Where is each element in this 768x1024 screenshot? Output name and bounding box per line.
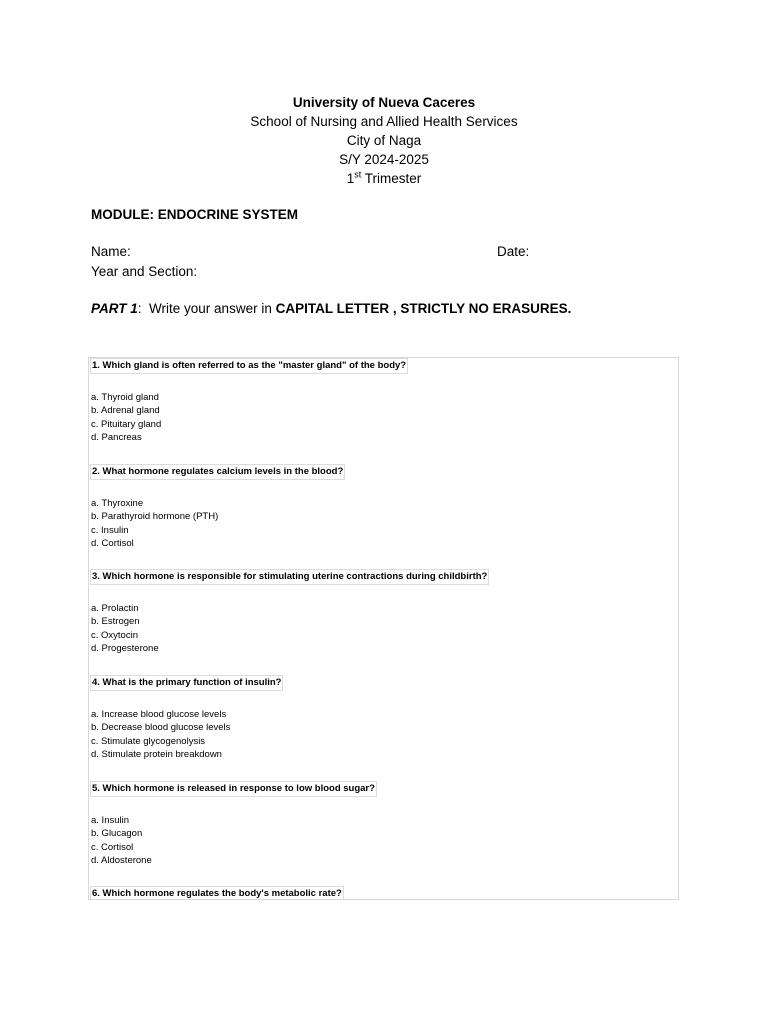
question-text: 5. Which hormone is released in response to low blood sugar? [90, 781, 377, 797]
instruction-emphasis: CAPITAL LETTER , STRICTLY NO ERASURES. [275, 301, 572, 316]
name-label: Name: [91, 244, 131, 259]
part-colon: : [137, 301, 142, 316]
option: d. Stimulate protein breakdown [91, 749, 222, 761]
question-text: 4. What is the primary function of insulin? [90, 675, 283, 691]
question-text: 2. What hormone regulates calcium levels in the blood? [90, 464, 345, 480]
option: b. Glucagon [91, 828, 143, 840]
question-2 [90, 464, 345, 551]
question-1 [90, 358, 408, 445]
option: c. Oxytocin [91, 629, 138, 641]
instruction-text: Write your answer in [141, 301, 276, 316]
option: a. Thyroid gland [91, 391, 159, 403]
part-instructions [91, 301, 571, 316]
option: b. Estrogen [91, 616, 140, 628]
option: a. Thyroxine [91, 497, 144, 509]
question-4 [90, 675, 283, 762]
question-3 [90, 569, 489, 656]
option: d. Progesterone [91, 643, 159, 655]
question-6 [90, 886, 344, 900]
options-list [90, 708, 283, 762]
trimester [0, 169, 768, 188]
university-name: University of Nueva Caceres [292, 95, 476, 110]
options-list [90, 497, 345, 551]
part-label: PART 1 [91, 301, 138, 316]
question-text: 1. Which gland is often referred to as the "master gland" of the body? [90, 358, 408, 374]
option: a. Insulin [91, 814, 130, 826]
question-5 [90, 781, 377, 868]
question-text: 3. Which hormone is responsible for stimulating uterine contractions during childbirth? [90, 569, 489, 585]
option: a. Increase blood glucose levels [91, 708, 227, 720]
city-name: City of Naga [346, 133, 422, 148]
question-text: 6. Which hormone regulates the body's metabolic rate? [90, 886, 344, 900]
option: d. Aldosterone [91, 855, 152, 867]
options-list [90, 391, 408, 445]
option: b. Parathyroid hormone (PTH) [91, 511, 219, 523]
options-list [90, 814, 377, 868]
option: c. Pituitary gland [91, 418, 162, 430]
module-title: MODULE: ENDOCRINE SYSTEM [91, 207, 299, 222]
school-name: School of Nursing and Allied Health Services [250, 114, 518, 129]
school-year: S/Y 2024-2025 [339, 152, 429, 167]
option: c. Stimulate glycogenolysis [91, 735, 206, 747]
questions-box [88, 357, 679, 900]
trimester-number: 1 [346, 171, 355, 186]
document-header [0, 93, 768, 188]
date-label: Date: [497, 244, 530, 259]
option: a. Prolactin [91, 602, 139, 614]
option: c. Insulin [91, 524, 129, 536]
option: d. Cortisol [91, 538, 134, 550]
options-list [90, 602, 489, 656]
trimester-ordinal: st [354, 169, 362, 180]
year-section-label: Year and Section: [91, 264, 198, 279]
option: b. Adrenal gland [91, 405, 160, 417]
option: d. Pancreas [91, 432, 142, 444]
option: b. Decrease blood glucose levels [91, 722, 231, 734]
trimester-word: Trimester [361, 171, 422, 186]
option: c. Cortisol [91, 841, 134, 853]
